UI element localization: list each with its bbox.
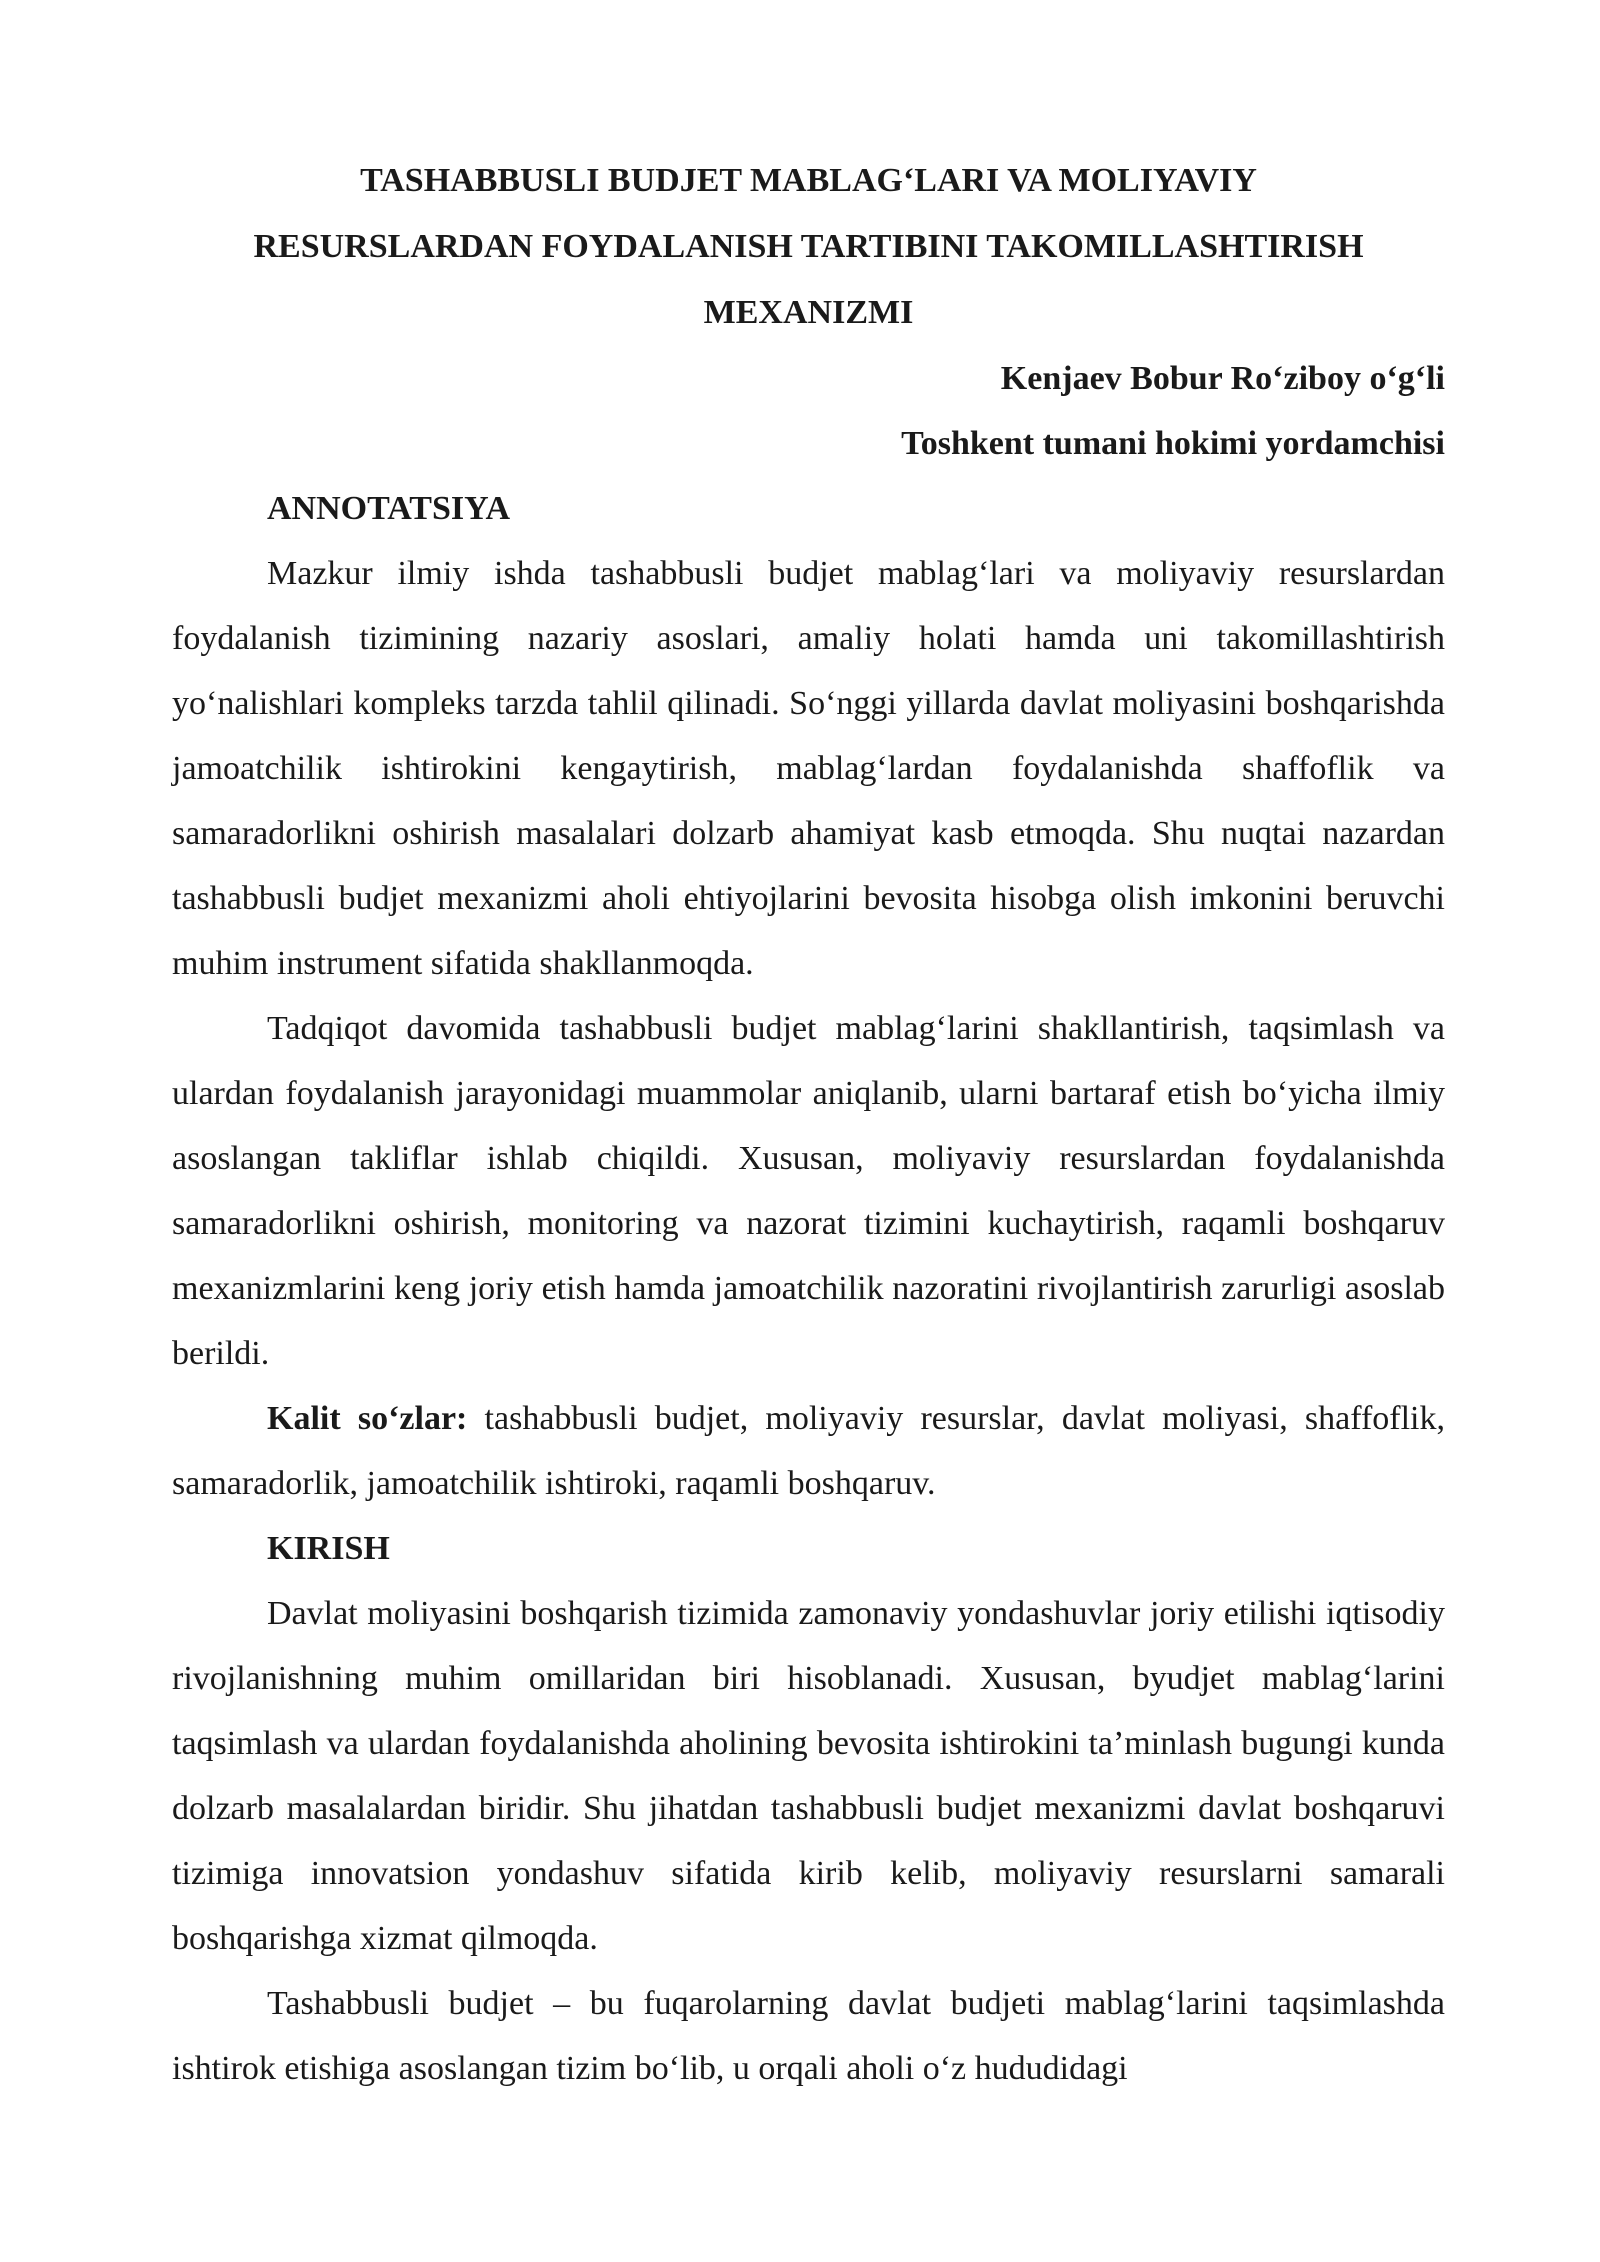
paper-body [172, 148, 1445, 2101]
title-line: TASHABBUSLI BUDJET MABLAG‘LARI VA MOLIYAVIY [360, 162, 1257, 199]
annotation-paragraph: Tadqiqot davomida tashabbusli budjet mablag‘larini shakllantirish, taqsimlash va ulardan foydalanish jarayonidagi muammolar aniqlanib, ularni bartaraf etish bo‘yicha ilmiy asoslangan takliflar ishlab chiqildi. Xususan, moliyaviy resurslardan foydalanishda samaradorlikni oshirish, monitoring va nazorat tizimini kuchaytirish, raqamli boshqaruv mexanizmlarini keng joriy etish hamda jamoatchilik nazoratini rivojlantirish zarurligi asoslab berildi. [172, 1010, 1445, 1372]
introduction-heading: KIRISH [267, 1530, 390, 1567]
title-line: RESURSLARDAN FOYDALANISH TARTIBINI TAKOMILLASHTIRISH [253, 228, 1364, 265]
keywords-list: tashabbusli budjet, moliyaviy resurslar, davlat moliyasi, shaffoflik, samaradorlik, jamoatchilik ishtiroki, raqamli boshqaruv. [172, 1400, 1445, 1502]
annotation-heading: ANNOTATSIYA [267, 490, 511, 527]
keywords-paragraph [172, 1386, 1445, 1516]
author-name: Kenjaev Bobur Ro‘ziboy o‘g‘li [1000, 360, 1445, 397]
annotation-paragraph: Mazkur ilmiy ishda tashabbusli budjet mablag‘lari va moliyaviy resurslardan foydalanish tizimining nazariy asoslari, amaliy holati hamda uni takomillashtirish yo‘nalishlari kompleks tarzda tahlil qilinadi. So‘nggi yillarda davlat moliyasini boshqarishda jamoatchilik ishtirokini kengaytirish, mablag‘lardan foydalanishda shaffoflik va samaradorlikni oshirish masalalari dolzarb ahamiyat kasb etmoqda. Shu nuqtai nazardan tashabbusli budjet mexanizmi aholi ehtiyojlarini bevosita hisobga olish imkonini beruvchi muhim instrument sifatida shakllanmoqda. [172, 555, 1445, 982]
introduction-paragraph: Tashabbusli budjet – bu fuqarolarning davlat budjeti mablag‘larini taqsimlashda ishtirok etishiga asoslangan tizim bo‘lib, u orqali aholi o‘z hududidagi [172, 1985, 1445, 2087]
introduction-paragraph: Davlat moliyasini boshqarish tizimida zamonaviy yondashuvlar joriy etilishi iqtisodiy rivojlanishning muhim omillaridan biri hisoblanadi. Xususan, byudjet mablag‘larini taqsimlash va ulardan foydalanishda aholining bevosita ishtirokini ta’minlash bugungi kunda dolzarb masalalardan biridir. Shu jihatdan tashabbusli budjet mexanizmi davlat boshqaruvi tizimiga innovatsion yondashuv sifatida kirib kelib, moliyaviy resurslarni samarali boshqarishga xizmat qilmoqda. [172, 1595, 1445, 1957]
keywords-label: Kalit so‘zlar: [267, 1400, 468, 1437]
author-position: Toshkent tumani hokimi yordamchisi [901, 425, 1445, 462]
title-line: MEXANIZMI [703, 294, 914, 331]
paper-title [172, 148, 1445, 346]
